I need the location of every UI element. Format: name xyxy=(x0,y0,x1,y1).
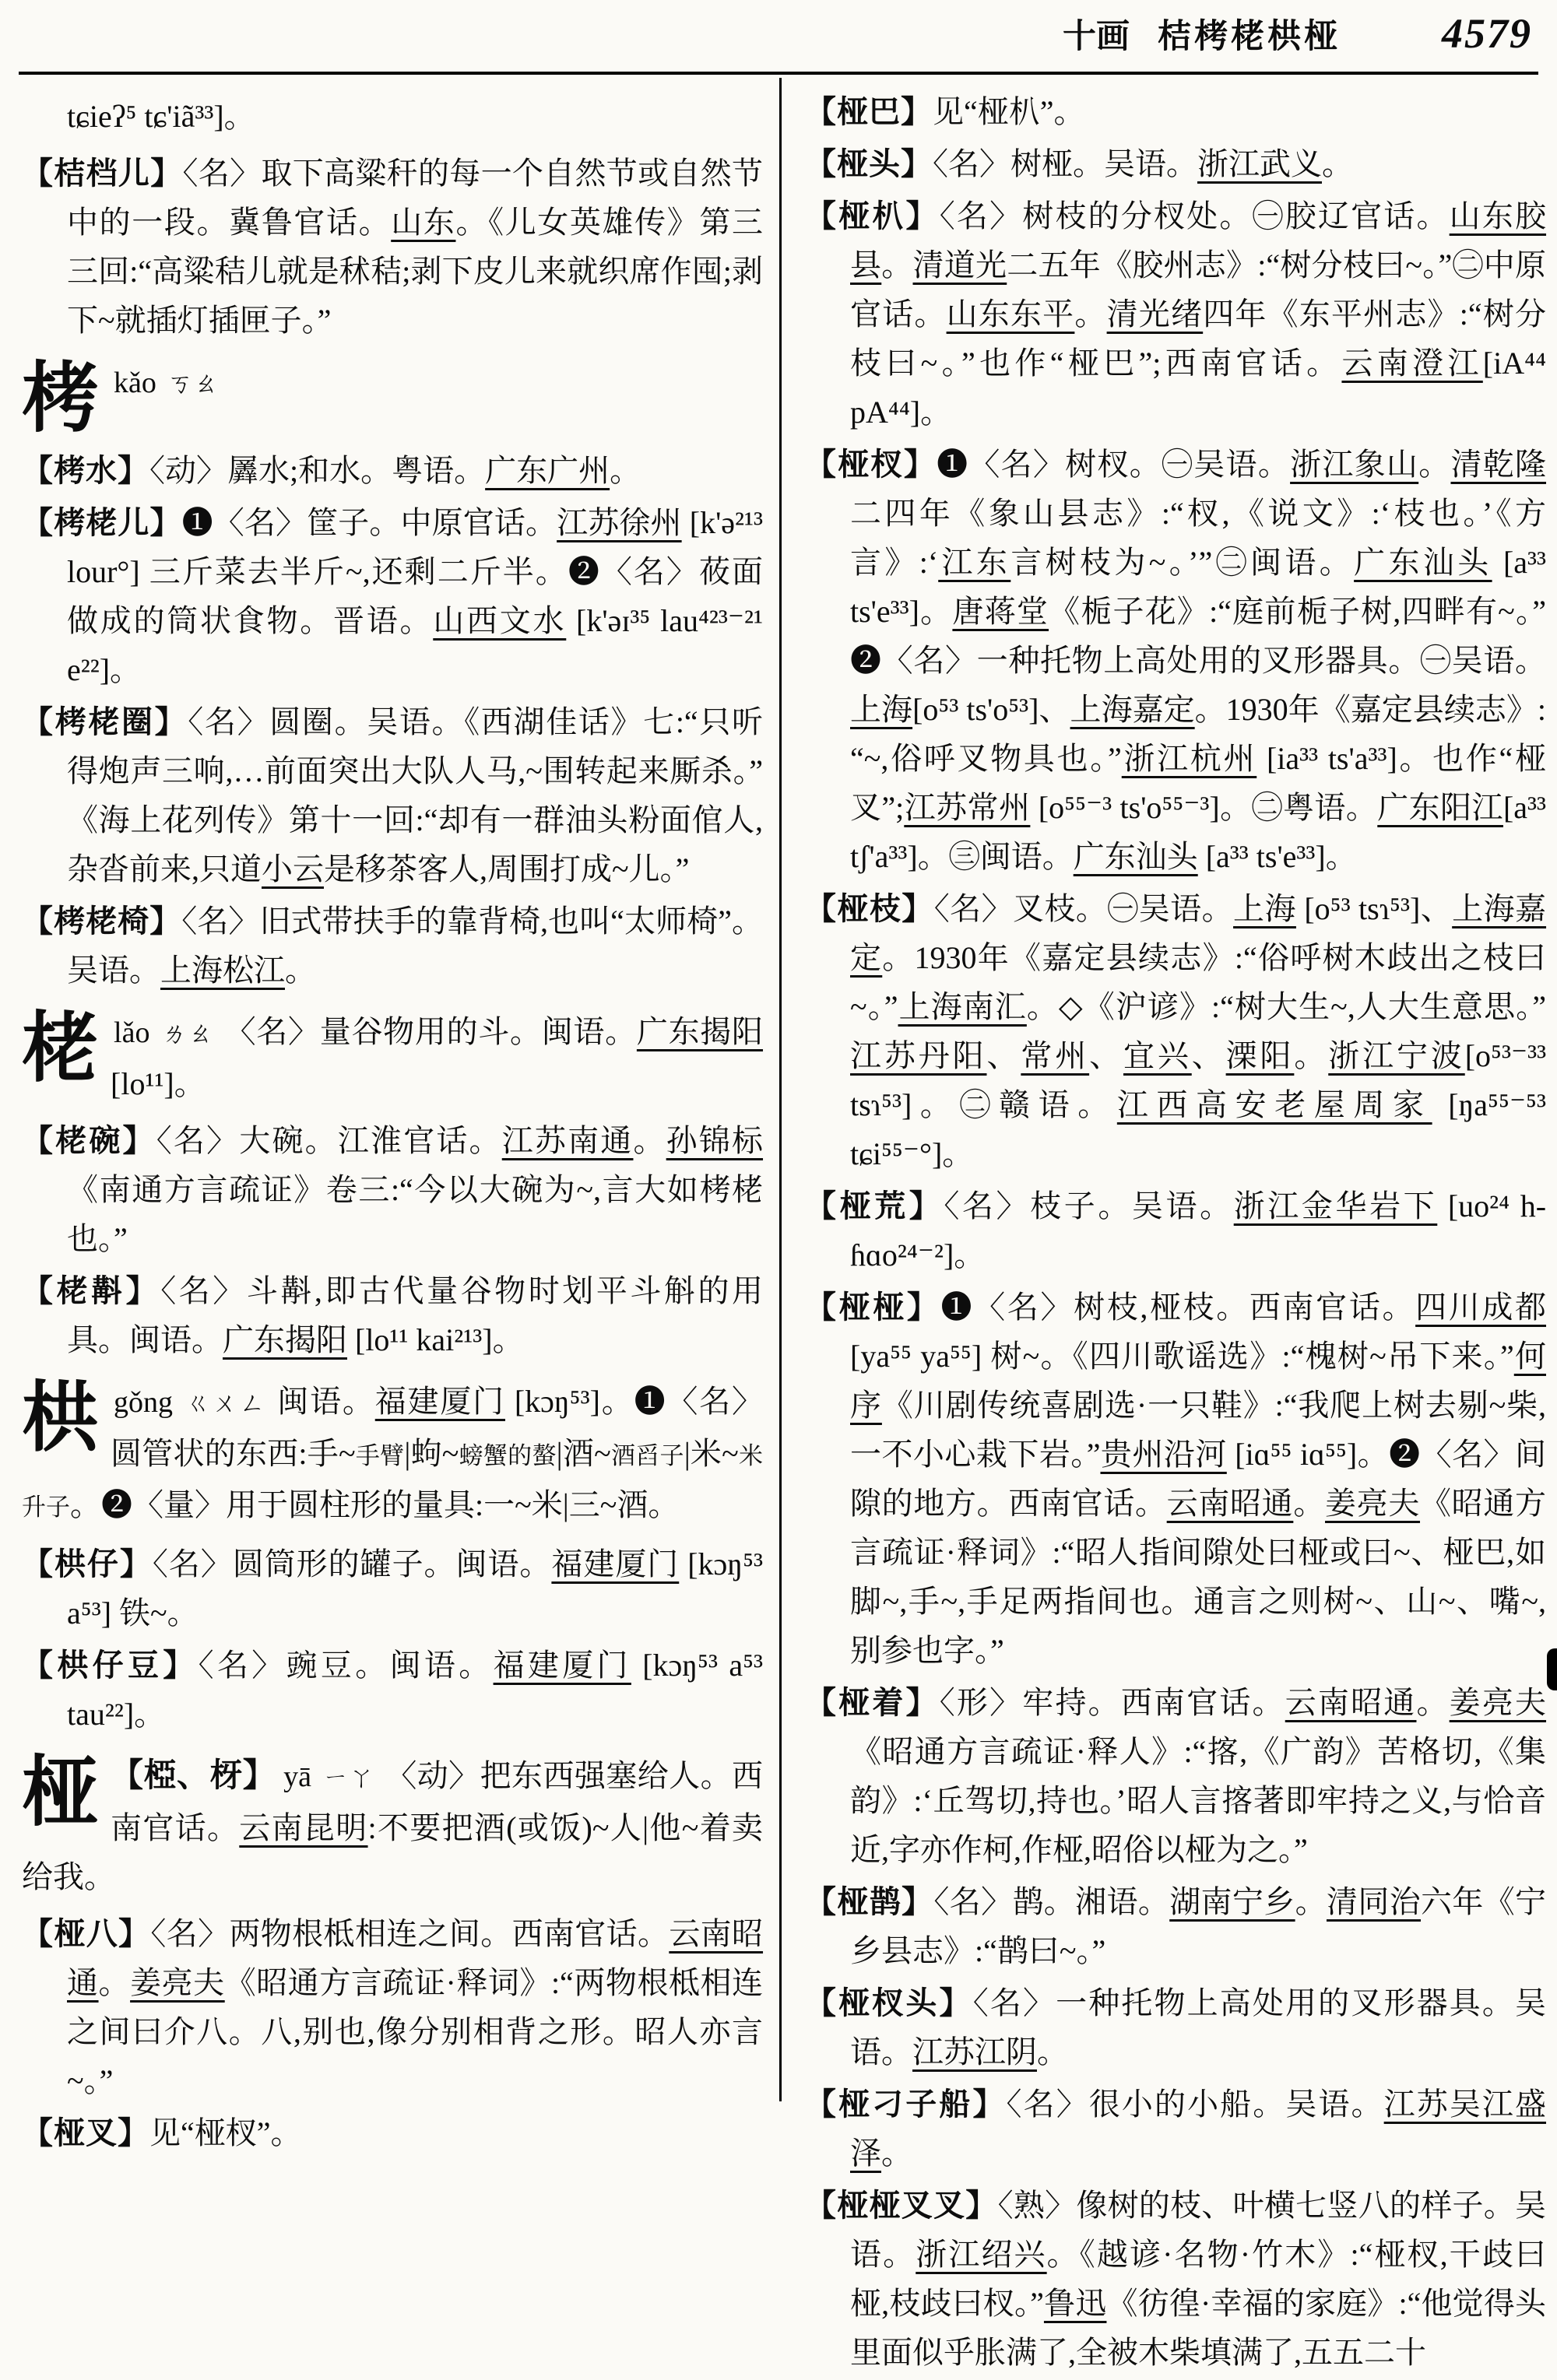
left-column xyxy=(22,92,763,2161)
header-headwords: 桔栲栳栱桠 xyxy=(1158,19,1341,55)
entry-definition: 〈名〉斗斠,即古代量谷物时划平斗斛的用具。闽语。广东揭阳 [lo¹¹ kai²¹³]。 xyxy=(67,1273,764,1357)
entry-definition: 见“桠朳”。 xyxy=(933,94,1085,129)
small-gloss: 手臂 xyxy=(355,1442,405,1469)
dictionary-entry xyxy=(805,1678,1546,1874)
entry-headword: 【桠杈头】 xyxy=(805,1985,973,2020)
proper-name: 浙江武义 xyxy=(1197,146,1322,181)
headword-variants: 【椏、枒】 xyxy=(111,1758,276,1794)
dictionary-entry xyxy=(805,87,1546,136)
proper-name: 鲁迅 xyxy=(1043,2286,1107,2321)
entry-definition: 〈名〉叉枝。㊀吴语。上海 [o⁵³ tsɿ⁵³]、上海嘉定。1930年《嘉定县续志》:“俗呼树木歧出之枝曰~。”上海南汇。◇《沪谚》:“树大生~,人大生意思。”江苏丹阳、常州、宜兴、溧阳。浙江宁波[o⁵³⁻³³ tsɿ⁵³]。㊁赣语。江西高安老屋周家 [ŋa⁵⁵⁻⁵³ tɕi⁵⁵⁻°]。 xyxy=(850,891,1547,1171)
proper-name: 广东阳江 xyxy=(1377,790,1503,825)
proper-name: 云南澄江 xyxy=(1341,346,1483,381)
column-divider xyxy=(779,78,782,2101)
proper-name: 清同治 xyxy=(1326,1884,1422,1919)
proper-name: 姜亮夫 xyxy=(1449,1685,1547,1720)
entry-definition: 见“桠杈”。 xyxy=(149,2115,302,2150)
headword-pinyin: lǎo xyxy=(114,1016,150,1049)
proper-name: 上海嘉定 xyxy=(850,891,1547,975)
entry-headword: 【栲栳圈】 xyxy=(22,704,188,739)
entry-definition: 〈名〉鹊。湘语。湖南宁乡。清同治六年《宁乡县志》:“鹊曰~。” xyxy=(850,1884,1547,1968)
entry-definition: ❶〈名〉树枝,桠枝。西南官话。四川成都 [ya⁵⁵ ya⁵⁵] 树~。《四川歌谣选》:“槐树~吊下来。”何序《川剧传统喜剧选·一只鞋》:“我爬上树去剔~柴,一不小心栽下岩。”贵州沿河 [iɑ⁵⁵ iɑ⁵⁵]。❷〈名〉间隙的地方。西南官话。云南昭通。姜亮夫《昭通方言疏证·释词》:“昭人指间隙处曰桠或曰~、桠巴,如脚~,手~,手足两指间也。通言之则树~、山~、嘴~,别参也字。” xyxy=(850,1290,1547,1668)
small-gloss: 米升子 xyxy=(22,1442,764,1521)
proper-name: 云南昭通 xyxy=(67,1916,764,2000)
proper-name: 江苏吴江盛泽 xyxy=(850,2087,1547,2171)
entry-headword: 【栱仔】 xyxy=(22,1546,153,1581)
proper-name: 溧阳 xyxy=(1225,1038,1295,1073)
entry-headword: 【桠杈】 xyxy=(805,447,937,482)
entry-headword: 【栱仔豆】 xyxy=(22,1648,199,1683)
page-number: 4579 xyxy=(1442,10,1532,57)
proper-name: 孙锦标 xyxy=(666,1123,764,1158)
proper-name: 云南昭通 xyxy=(1285,1685,1417,1720)
dictionary-entry xyxy=(22,1116,763,1263)
entry-definition: 〈名〉圆圈。吴语。《西湖佳话》七:“只听得炮声三响,…前面突出大队人马,~围转起来厮杀。”《海上花列传》第十一回:“却有一群油头粉面倌人,杂沓前来,只道小云是移茶客人,周围打成~儿。” xyxy=(67,704,764,886)
proper-name: 江苏常州 xyxy=(904,790,1031,825)
entry-definition: tɕieʔ⁵ tɕ'iã³³]。 xyxy=(67,99,255,134)
entry-headword: 【桠荒】 xyxy=(805,1188,944,1223)
headword-zhuyin: ㄍㄨㄥ xyxy=(184,1390,267,1418)
entry-definition: 〈名〉大碗。江淮官话。江苏南通。孙锦标《南通方言疏证》卷三:“今以大碗为~,言大如栲栳也。” xyxy=(67,1123,764,1256)
dictionary-entry xyxy=(805,1978,1546,2076)
right-column xyxy=(805,87,1546,2380)
proper-name: 浙江金华岩下 xyxy=(1233,1188,1438,1223)
entry-definition: 〈名〉豌豆。闽语。福建厦门 [kɔŋ⁵³ a⁵³ tau²²]。 xyxy=(67,1648,764,1732)
headword-definition: 〈名〉量谷物用的斗。闽语。广东揭阳 [lo¹¹]。 xyxy=(111,1014,764,1101)
headword-block xyxy=(22,357,763,441)
entry-definition: 〈名〉圆筒形的罐子。闽语。福建厦门 [kɔŋ⁵³ a⁵³] 铁~。 xyxy=(67,1546,764,1631)
header-section: 十画 xyxy=(1063,19,1130,55)
entry-headword: 【栲栳椅】 xyxy=(22,904,182,939)
headword-zhuyin: ㄌㄠ xyxy=(160,1020,214,1048)
entry-definition: 〈动〉羼水;和水。粤语。广东广州。 xyxy=(149,453,641,488)
entry-definition: 〈熟〉像树的枝、叶横七竖八的样子。吴语。浙江绍兴。《越谚·名物·竹木》:“桠杈,干歧曰桠,枝歧曰杈。”鲁迅《彷徨·幸福的家庭》:“他觉得头里面似乎胀满了,全被木柴填满了,五五二十 xyxy=(850,2188,1547,2370)
dictionary-entry xyxy=(805,139,1546,188)
headword-block xyxy=(22,1751,763,1901)
proper-name: 山东东平 xyxy=(946,297,1075,332)
proper-name: 浙江杭州 xyxy=(1121,741,1257,776)
proper-name: 上海松江 xyxy=(160,953,285,988)
headword-zhuyin: ㄧㄚ xyxy=(322,1764,375,1792)
proper-name: 四川成都 xyxy=(1415,1290,1547,1325)
proper-name: 上海 xyxy=(850,692,913,727)
dictionary-entry xyxy=(22,1641,763,1739)
proper-name: 福建厦门 xyxy=(551,1546,680,1581)
entry-headword: 【桠头】 xyxy=(805,146,933,181)
proper-name: 浙江绍兴 xyxy=(916,2237,1047,2272)
dictionary-entry xyxy=(805,2080,1546,2178)
entry-definition: 〈名〉枝子。吴语。浙江金华岩下 [uo²⁴ h-ɦɑo²⁴⁻²]。 xyxy=(850,1188,1547,1272)
proper-name: 江苏江阴 xyxy=(912,2034,1037,2069)
dictionary-entry xyxy=(805,440,1546,881)
proper-name: 广东广州 xyxy=(485,453,610,488)
dictionary-entry xyxy=(805,191,1546,437)
proper-name: 江苏丹阳 xyxy=(850,1038,987,1073)
proper-name: 宜兴 xyxy=(1123,1038,1192,1073)
entry-headword: 【桠朳】 xyxy=(805,198,940,233)
entry-definition: 〈名〉一种托物上高处用的叉形器具。吴语。江苏江阴。 xyxy=(850,1985,1547,2069)
header-rule xyxy=(19,72,1538,75)
proper-name: 清乾隆 xyxy=(1450,447,1547,482)
continuation-text xyxy=(22,92,763,141)
headword-block xyxy=(22,1007,763,1108)
dictionary-entry xyxy=(22,149,763,345)
proper-name: 上海南汇 xyxy=(898,989,1027,1024)
proper-name: 江苏徐州 xyxy=(557,505,682,540)
small-gloss: 螃蟹的螯 xyxy=(459,1442,557,1469)
dictionary-entry xyxy=(22,1909,763,2105)
proper-name: 上海嘉定 xyxy=(1070,692,1195,727)
entry-definition: 〈名〉取下高粱秆的每一个自然节或自然节中的一段。冀鲁官话。山东。《儿女英雄传》第三三回:“高粱秸儿就是秫秸;剥下皮儿来就织席作囤;剥下~就插灯插匣子。” xyxy=(67,156,764,338)
proper-name: 姜亮夫 xyxy=(130,1965,225,2000)
proper-name: 云南昭通 xyxy=(1166,1486,1294,1521)
ink-smudge xyxy=(1547,1648,1557,1690)
headword-pinyin: yā xyxy=(283,1760,312,1793)
headword-char: 栲 xyxy=(22,357,99,441)
headword-char: 桠 xyxy=(22,1751,99,1835)
proper-name: 江东 xyxy=(938,545,1011,580)
entry-headword: 【桠桠叉叉】 xyxy=(805,2188,998,2223)
dictionary-entry xyxy=(22,897,763,995)
proper-name: 清光绪 xyxy=(1106,297,1204,332)
proper-name: 福建厦门 xyxy=(374,1384,505,1419)
entry-definition: 〈名〉旧式带扶手的靠背椅,也叫“太师椅”。吴语。上海松江。 xyxy=(67,904,763,988)
proper-name: 浙江宁波 xyxy=(1328,1038,1465,1073)
dictionary-entry xyxy=(22,1539,763,1638)
proper-name: 上海 xyxy=(1233,891,1296,926)
proper-name: 山东胶县 xyxy=(850,198,1547,283)
entry-headword: 【栲水】 xyxy=(22,453,149,488)
entry-headword: 【桔档儿】 xyxy=(22,156,183,191)
entry-headword: 【桠八】 xyxy=(22,1916,151,1951)
entry-headword: 【桠刁子船】 xyxy=(805,2087,1007,2122)
dictionary-entry xyxy=(22,498,763,694)
proper-name: 云南昆明 xyxy=(239,1810,368,1845)
dictionary-entry xyxy=(22,446,763,495)
proper-name: 湖南宁乡 xyxy=(1169,1884,1295,1919)
proper-name: 清道光 xyxy=(912,247,1007,283)
dictionary-entry xyxy=(805,1181,1546,1280)
proper-name: 江西高安老屋周家 xyxy=(1116,1087,1432,1122)
proper-name: 何序 xyxy=(850,1339,1546,1423)
entry-headword: 【栳碗】 xyxy=(22,1123,156,1158)
dictionary-entry xyxy=(805,2181,1546,2377)
entry-definition: ❶〈名〉筐子。中原官话。江苏徐州 [k'ə²¹³ lour°] 三斤菜去半斤~,还剩二斤半。❷〈名〉莜面做成的筒状食物。晋语。山西文水 [k'əɪ³⁵ lau⁴²³⁻²¹ e²²]。 xyxy=(67,505,764,687)
headword-pinyin: kǎo xyxy=(114,367,156,399)
proper-name: 常州 xyxy=(1021,1038,1090,1073)
proper-name: 江苏南通 xyxy=(501,1123,634,1158)
proper-name: 广东汕头 xyxy=(1354,545,1492,580)
proper-name: 广东揭阳 xyxy=(223,1322,347,1357)
headword-zhuyin: ㄎㄠ xyxy=(167,370,219,398)
entry-headword: 【桠鹊】 xyxy=(805,1884,934,1919)
proper-name: 福建厦门 xyxy=(493,1648,631,1683)
proper-name: 广东揭阳 xyxy=(636,1014,764,1049)
dictionary-entry xyxy=(22,2108,763,2157)
entry-definition: 〈名〉两物根柢相连之间。西南官话。云南昭通。姜亮夫《昭通方言疏证·释词》:“两物根柢相连之间曰介八。八,别也,像分别相背之形。昭人亦言~。” xyxy=(67,1916,764,2098)
proper-name: 贵州沿河 xyxy=(1100,1437,1227,1472)
dictionary-entry xyxy=(22,1266,763,1364)
small-gloss: 酒舀子 xyxy=(610,1442,684,1469)
proper-name: 山西文水 xyxy=(433,603,567,638)
proper-name: 小云 xyxy=(262,851,324,886)
proper-name: 广东汕头 xyxy=(1073,839,1198,874)
proper-name: 姜亮夫 xyxy=(1325,1486,1421,1521)
proper-name: 山东 xyxy=(391,205,456,240)
entry-definition: 〈名〉树桠。吴语。浙江武义。 xyxy=(933,146,1353,181)
dictionary-entry xyxy=(805,1877,1546,1975)
dictionary-entry xyxy=(22,697,763,893)
entry-definition: 〈名〉很小的小船。吴语。江苏吴江盛泽。 xyxy=(850,2087,1547,2171)
dictionary-entry xyxy=(805,1283,1546,1675)
entry-headword: 【桠桠】 xyxy=(805,1290,941,1325)
headword-definition: 〈动〉把东西强塞给人。西南官话。云南昆明:不要把酒(或饭)~人|他~着卖给我。 xyxy=(22,1758,764,1894)
proper-name: 唐蒋堂 xyxy=(952,594,1049,629)
entry-headword: 【桠巴】 xyxy=(805,94,933,129)
proper-name: 浙江象山 xyxy=(1290,447,1419,482)
entry-headword: 【桠枝】 xyxy=(805,891,934,926)
entry-definition: 〈形〉牢持。西南官话。云南昭通。姜亮夫《昭通方言疏证·释人》:“揢,《广韵》苦格切,《集韵》:‘丘驾切,持也。’昭人言揢著即牢持之义,与恰音近,字亦作柯,作桠,昭俗以桠为之。” xyxy=(850,1685,1547,1867)
entry-definition: 〈名〉树枝的分杈处。㊀胶辽官话。山东胶县。清道光二五年《胶州志》:“树分枝曰~。”㊁中原官话。山东东平。清光绪四年《东平州志》:“树分枝曰~。”也作“桠巴”;西南官话。云南澄江[iA⁴⁴ pA⁴⁴]。 xyxy=(850,198,1547,430)
headword-char: 栱 xyxy=(22,1377,99,1461)
headword-pinyin: gǒng xyxy=(114,1386,174,1419)
entry-headword: 【桠着】 xyxy=(805,1685,940,1720)
headword-definition: 闽语。福建厦门 [kɔŋ⁵³]。❶〈名〉圆管状的东西:手~手臂|蚼~螃蟹的螯|酒~酒舀子|米~米升子。❷〈量〉用于圆柱形的量具:一~米|三~酒。 xyxy=(22,1384,764,1522)
page-header xyxy=(0,9,1532,58)
entry-definition: ❶〈名〉树杈。㊀吴语。浙江象山。清乾隆二四年《象山县志》:“杈,《说文》:‘枝也。’《方言》:‘江东言树枝为~。’”㊁闽语。广东汕头 [a³³ ts'e³³]。唐蒋堂《栀子花》:“庭前栀子树,四畔有~。”❷〈名〉一种托物上高处用的叉形器具。㊀吴语。上海[o⁵³ ts'o⁵³]、上海嘉定。1930年《嘉定县续志》:“~,俗呼叉物具也。”浙江杭州 [ia³³ ts'a³³]。也作“桠叉”;江苏常州 [o⁵⁵⁻³ ts'o⁵⁵⁻³]。㊁粤语。广东阳江[a³³ tʃ'a³³]。㊂闽语。广东汕头 [a³³ ts'e³³]。 xyxy=(850,447,1547,874)
entry-headword: 【桠叉】 xyxy=(22,2115,149,2150)
headword-char: 栳 xyxy=(22,1007,99,1091)
entry-headword: 【栳斠】 xyxy=(22,1273,161,1308)
dictionary-entry xyxy=(805,884,1546,1178)
headword-block xyxy=(22,1377,763,1532)
entry-headword: 【栲栳儿】 xyxy=(22,505,182,540)
